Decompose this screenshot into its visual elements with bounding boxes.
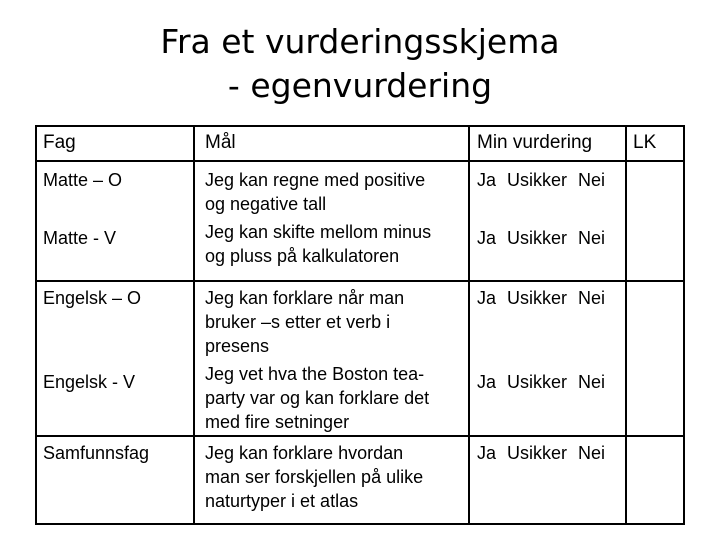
row-4-vurdering: Ja Usikker Nei [477, 372, 606, 392]
row-5-fag: Samfunnsfag [43, 443, 150, 463]
row-2-maal: Jeg kan skifte mellom minus og pluss på kalkulatoren [205, 222, 432, 266]
row-3-vurdering: Ja Usikker Nei [477, 288, 606, 308]
title-line-1: Fra et vurderingsskjema [160, 22, 560, 61]
group-divider-1 [35, 280, 685, 282]
table-border-bottom [35, 523, 685, 525]
header-fag: Fag [43, 132, 76, 153]
row-5-maal: Jeg kan forklare hvordan man ser forskjellen på ulike naturtyper i et atlas [205, 443, 424, 511]
table-border-left [35, 125, 37, 525]
row-3-maal: Jeg kan forklare når man bruker –s etter et verb i presens [205, 288, 405, 356]
table-border-right [683, 125, 685, 525]
column-divider-3 [625, 125, 627, 525]
row-2-fag: Matte - V [43, 228, 117, 248]
group-divider-2 [35, 435, 685, 437]
row-1-vurdering: Ja Usikker Nei [477, 170, 606, 190]
slide-title [0, 20, 720, 108]
row-4-fag: Engelsk - V [43, 372, 136, 392]
row-4-maal: Jeg vet hva the Boston tea- party var og kan forklare det med fire setninger [205, 364, 430, 432]
title-line-2: - egenvurdering [227, 66, 493, 105]
header-lk: LK [633, 132, 657, 153]
header-maal: Mål [205, 132, 236, 153]
column-divider-2 [468, 125, 470, 525]
row-1-maal: Jeg kan regne med positive og negative tall [205, 170, 426, 214]
row-3-fag: Engelsk – O [43, 288, 142, 308]
header-divider [35, 160, 685, 162]
table-border-top [35, 125, 685, 127]
assessment-table [35, 125, 685, 525]
row-1-fag: Matte – O [43, 170, 123, 190]
row-5-vurdering: Ja Usikker Nei [477, 443, 606, 463]
row-2-vurdering: Ja Usikker Nei [477, 228, 606, 248]
header-min-vurdering: Min vurdering [477, 132, 593, 153]
column-divider-1 [193, 125, 195, 525]
